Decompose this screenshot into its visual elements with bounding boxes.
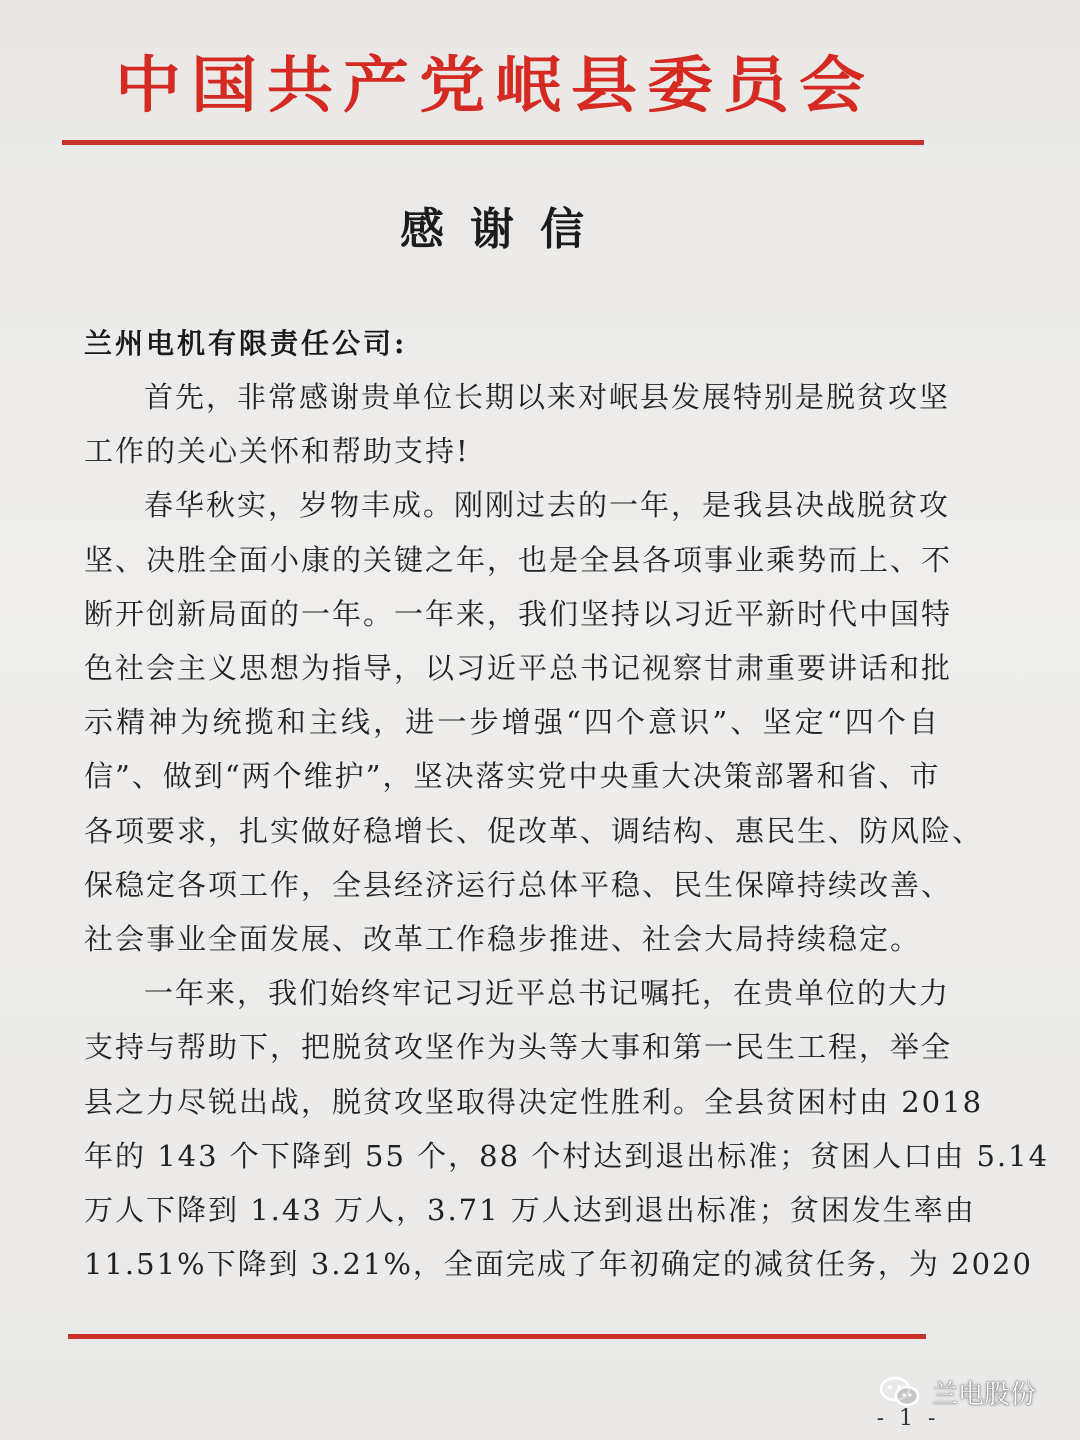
- body-line: 支持与帮助下，把脱贫攻坚作为头等大事和第一民生工程，举全: [84, 1030, 953, 1065]
- letterhead-org-name: 中国共产党岷县委员会: [115, 49, 875, 121]
- letter-salutation: 兰州电机有限责任公司:: [84, 327, 408, 360]
- letter-body: [84, 370, 1050, 1291]
- body-line: 工作的关心关怀和帮助支持!: [84, 434, 470, 469]
- body-line: 年的 143 个下降到 55 个，88 个村达到退出标准；贫困人口由 5.14: [84, 1138, 1050, 1173]
- body-line: 保稳定各项工作，全县经济运行总体平稳、民生保障持续改善、: [84, 867, 953, 902]
- body-line: 色社会主义思想为指导，以习近平总书记视察甘肃重要讲话和批: [84, 651, 953, 686]
- body-line: 各项要求，扎实做好稳增长、促改革、调结构、惠民生、防风险、: [84, 813, 984, 848]
- body-line: 县之力尽锐出战，脱贫攻坚取得决定性胜利。全县贫困村由 2018: [84, 1084, 984, 1119]
- body-line: 社会事业全面发展、改革工作稳步推进、社会大局持续稳定。: [84, 922, 922, 957]
- letter-title: 感谢信: [400, 204, 610, 255]
- body-line: 春华秋实，岁物丰成。刚刚过去的一年，是我县决战脱贫攻: [144, 488, 951, 523]
- body-line: 坚、决胜全面小康的关键之年，也是全县各项事业乘势而上、不: [84, 542, 953, 577]
- letterhead-red-rule: [62, 140, 924, 145]
- watermark-label: 兰电股份: [932, 1379, 1037, 1410]
- wechat-icon: [878, 1374, 922, 1410]
- body-line: 万人下降到 1.43 万人，3.71 万人达到退出标准；贫困发生率由: [84, 1193, 976, 1228]
- body-line: 示精神为统揽和主线，进一步增强“四个意识”、坚定“四个自: [84, 705, 940, 740]
- body-line: 首先，非常感谢贵单位长期以来对岷县发展特别是脱贫攻坚: [144, 380, 951, 414]
- page-number: - 1 -: [876, 1406, 940, 1431]
- body-line: 一年来，我们始终牢记习近平总书记嘱托，在贵单位的大力: [144, 976, 951, 1011]
- body-line: 断开创新局面的一年。一年来，我们坚持以习近平新时代中国特: [84, 596, 953, 631]
- body-line: 信”、做到“两个维护”，坚决落实党中央重大决策部署和省、市: [84, 759, 941, 794]
- footer-red-rule: [68, 1334, 926, 1339]
- body-line: 11.51%下降到 3.21%，全面完成了年初确定的减贫任务，为 2020: [84, 1247, 1033, 1282]
